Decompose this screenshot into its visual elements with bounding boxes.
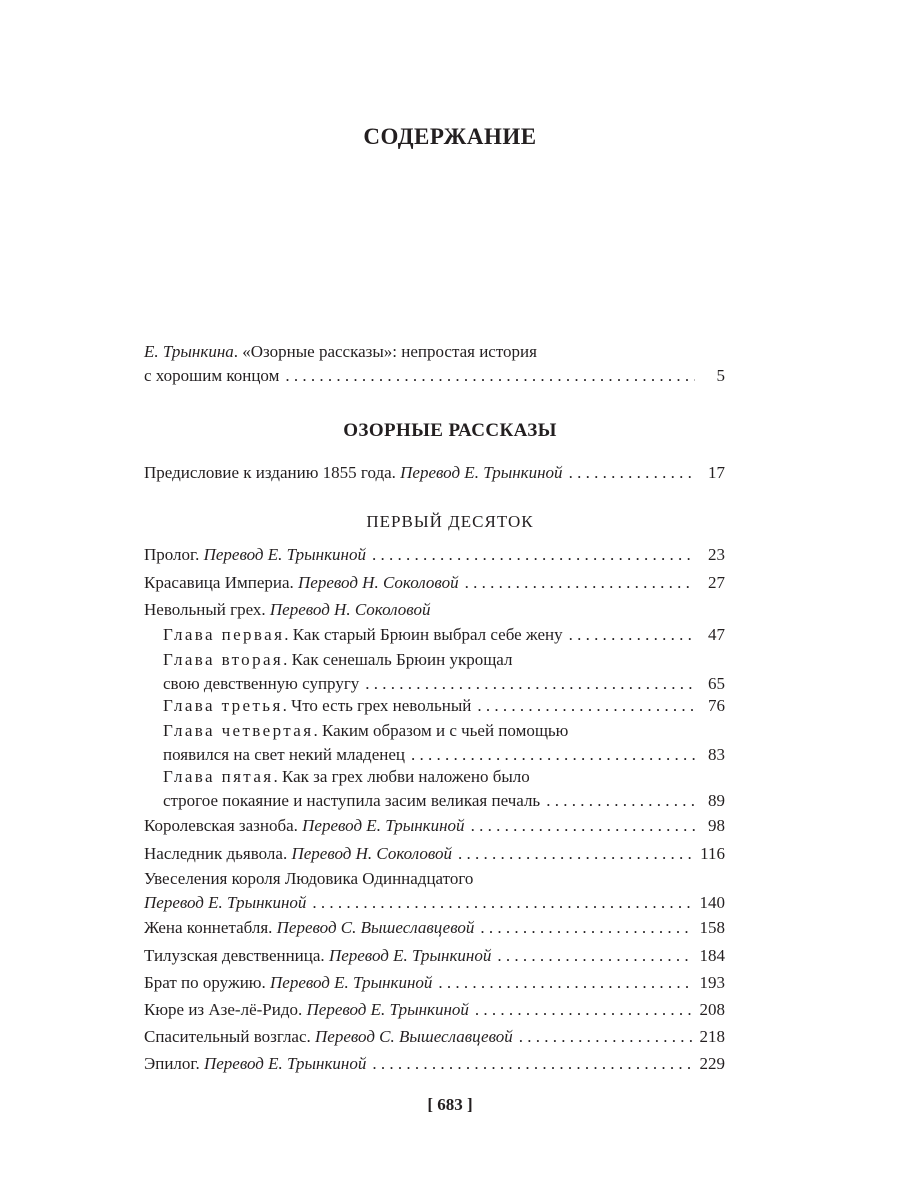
toc-line xyxy=(144,1052,725,1076)
toc-line xyxy=(144,867,725,891)
dot-leader xyxy=(471,814,695,838)
entry-translator: Перевод Е. Трынкиной xyxy=(302,816,465,835)
page-number: 27 xyxy=(708,573,725,592)
entry-translator: Перевод Е. Трынкиной xyxy=(144,893,307,912)
page-number: 5 xyxy=(716,366,725,385)
entry-title: Эпилог. xyxy=(144,1054,204,1073)
chapter-title-cont: свою девственную супругу xyxy=(163,674,360,693)
toc-line xyxy=(144,971,725,995)
toc-line xyxy=(144,598,725,622)
entry-title: Пролог. xyxy=(144,545,204,564)
toc-chapter-1 xyxy=(144,623,725,647)
entry-title: Красавица Империа. xyxy=(144,573,299,592)
page-number: 193 xyxy=(699,973,725,992)
chapter-title: . Как старый Брюин выбрал себе жену xyxy=(284,625,563,644)
toc-entries-a xyxy=(144,571,725,595)
entry-translator: Перевод Н. Соколовой xyxy=(269,600,431,619)
toc-louis xyxy=(144,867,725,915)
page-number: 23 xyxy=(708,545,725,564)
dot-leader xyxy=(465,571,695,595)
entry-translator: Перевод Е. Трынкиной xyxy=(203,545,366,564)
page-number: 229 xyxy=(699,1054,725,1073)
page-number: 47 xyxy=(708,625,725,644)
chapter-label: Глава вторая xyxy=(163,650,284,669)
page-number: 17 xyxy=(708,463,725,482)
toc-entries-a xyxy=(144,543,725,567)
toc-line xyxy=(144,694,725,718)
toc-entries-c xyxy=(144,1025,725,1049)
dot-leader xyxy=(569,623,695,647)
dot-leader xyxy=(477,694,695,718)
entry-title: Невольный грех. xyxy=(144,600,270,619)
dot-leader xyxy=(312,891,693,915)
page-number: 218 xyxy=(699,1027,725,1046)
toc-line xyxy=(144,916,725,940)
entry-translator: Перевод Е. Трынкиной xyxy=(306,1000,469,1019)
entry-translator: Перевод С. Вышеславцевой xyxy=(276,918,475,937)
toc-entries-c xyxy=(144,944,725,968)
toc-line xyxy=(144,543,725,567)
intro-title-line1: . «Озорные рассказы»: непростая история xyxy=(233,342,537,361)
dot-leader xyxy=(285,364,695,388)
page-number: 158 xyxy=(699,918,725,937)
entry-title: Кюре из Азе-лё-Ридо. xyxy=(144,1000,307,1019)
dot-leader xyxy=(372,543,695,567)
page-number: 184 xyxy=(699,946,725,965)
entry-title: Королевская зазноба. xyxy=(144,816,303,835)
toc-line xyxy=(144,789,725,813)
toc-line xyxy=(144,944,725,968)
dot-leader xyxy=(372,1052,693,1076)
entry-title: Увеселения короля Людовика Одиннадцатого xyxy=(144,869,474,888)
page-number: 140 xyxy=(699,893,725,912)
toc-line xyxy=(144,719,725,743)
chapter-title: . Что есть грех невольный xyxy=(282,696,472,715)
dot-leader xyxy=(569,461,695,485)
toc-nevolny xyxy=(144,598,725,622)
page-title: СОДЕРЖАНИЕ xyxy=(363,124,537,149)
entry-translator: Перевод Е. Трынкиной xyxy=(328,946,492,965)
page-number: 89 xyxy=(708,791,725,810)
toc-chapter-4 xyxy=(144,719,725,767)
intro-title-line2: с хорошим концом xyxy=(144,366,280,385)
entry-title: Жена коннетабля. xyxy=(144,918,277,937)
entry-translator: Перевод Е. Трынкиной xyxy=(203,1054,367,1073)
toc-entries-c xyxy=(144,916,725,940)
entry-title: Наследник дьявола. xyxy=(144,844,292,863)
page-number: 65 xyxy=(708,674,725,693)
dot-leader xyxy=(365,672,695,696)
toc-chapter-5 xyxy=(144,765,725,813)
toc-line xyxy=(144,648,725,672)
group-title: ПЕРВЫЙ ДЕСЯТОК xyxy=(366,512,534,531)
toc-intro xyxy=(144,340,725,388)
entry-translator: Перевод С. Вышеславцевой xyxy=(315,1027,513,1046)
toc-entries-c xyxy=(144,1052,725,1076)
intro-author: Е. Трынкина xyxy=(144,342,234,361)
toc-line xyxy=(144,461,725,485)
chapter-label: Глава третья xyxy=(163,696,283,715)
dot-leader xyxy=(480,916,693,940)
entry-title: Брат по оружию. xyxy=(144,973,270,992)
chapter-label: Глава первая xyxy=(163,625,285,644)
toc-line xyxy=(144,743,725,767)
toc-entries-b xyxy=(144,842,725,866)
dot-leader xyxy=(546,789,695,813)
chapter-title: . Как сенешаль Брюин укрощал xyxy=(283,650,513,669)
dot-leader xyxy=(475,998,694,1022)
page-number: 208 xyxy=(699,1000,725,1019)
dot-leader xyxy=(458,842,694,866)
entry-title: Спасительный возглас. xyxy=(144,1027,316,1046)
page-number: 98 xyxy=(708,816,725,835)
toc-line xyxy=(144,814,725,838)
entry-title: Предисловие к изданию 1855 года. xyxy=(144,463,401,482)
toc-line xyxy=(144,998,725,1022)
toc-line xyxy=(144,891,725,915)
toc-entries-c xyxy=(144,998,725,1022)
page-folio: [ 683 ] xyxy=(427,1095,473,1114)
toc-line xyxy=(144,672,725,696)
dot-leader xyxy=(497,944,693,968)
toc-line xyxy=(144,571,725,595)
chapter-title-cont: появился на свет некий младенец xyxy=(163,745,405,764)
toc-preface xyxy=(144,461,725,485)
section-title: ОЗОРНЫЕ РАССКАЗЫ xyxy=(343,420,557,441)
chapter-title-cont: строгое покаяние и наступила засим великая печаль xyxy=(163,791,541,810)
page-number: 116 xyxy=(700,844,725,863)
dot-leader xyxy=(519,1025,694,1049)
entry-translator: Перевод Н. Соколовой xyxy=(298,573,459,592)
dot-leader xyxy=(438,971,693,995)
chapter-label: Глава четвертая xyxy=(163,721,314,740)
toc-line xyxy=(144,623,725,647)
entry-title: Тилузская девственница. xyxy=(144,946,329,965)
page-number: 83 xyxy=(708,745,725,764)
chapter-title: . Каким образом и с чьей помощью xyxy=(313,721,569,740)
toc-line xyxy=(144,364,725,388)
entry-translator: Перевод Е. Трынкиной xyxy=(400,463,563,482)
toc-line xyxy=(144,842,725,866)
toc-entries-c xyxy=(144,971,725,995)
entry-translator: Перевод Е. Трынкиной xyxy=(270,973,433,992)
chapter-title: . Как за грех любви наложено было xyxy=(273,767,530,786)
toc-line xyxy=(144,765,725,789)
entry-translator: Перевод Н. Соколовой xyxy=(291,844,453,863)
toc-line xyxy=(144,340,725,364)
toc-line xyxy=(144,1025,725,1049)
page-number: 76 xyxy=(708,696,725,715)
toc-chapter-3 xyxy=(144,694,725,718)
chapter-label: Глава пятая xyxy=(163,767,274,786)
dot-leader xyxy=(411,743,695,767)
toc-entries-b xyxy=(144,814,725,838)
toc-chapter-2 xyxy=(144,648,725,696)
